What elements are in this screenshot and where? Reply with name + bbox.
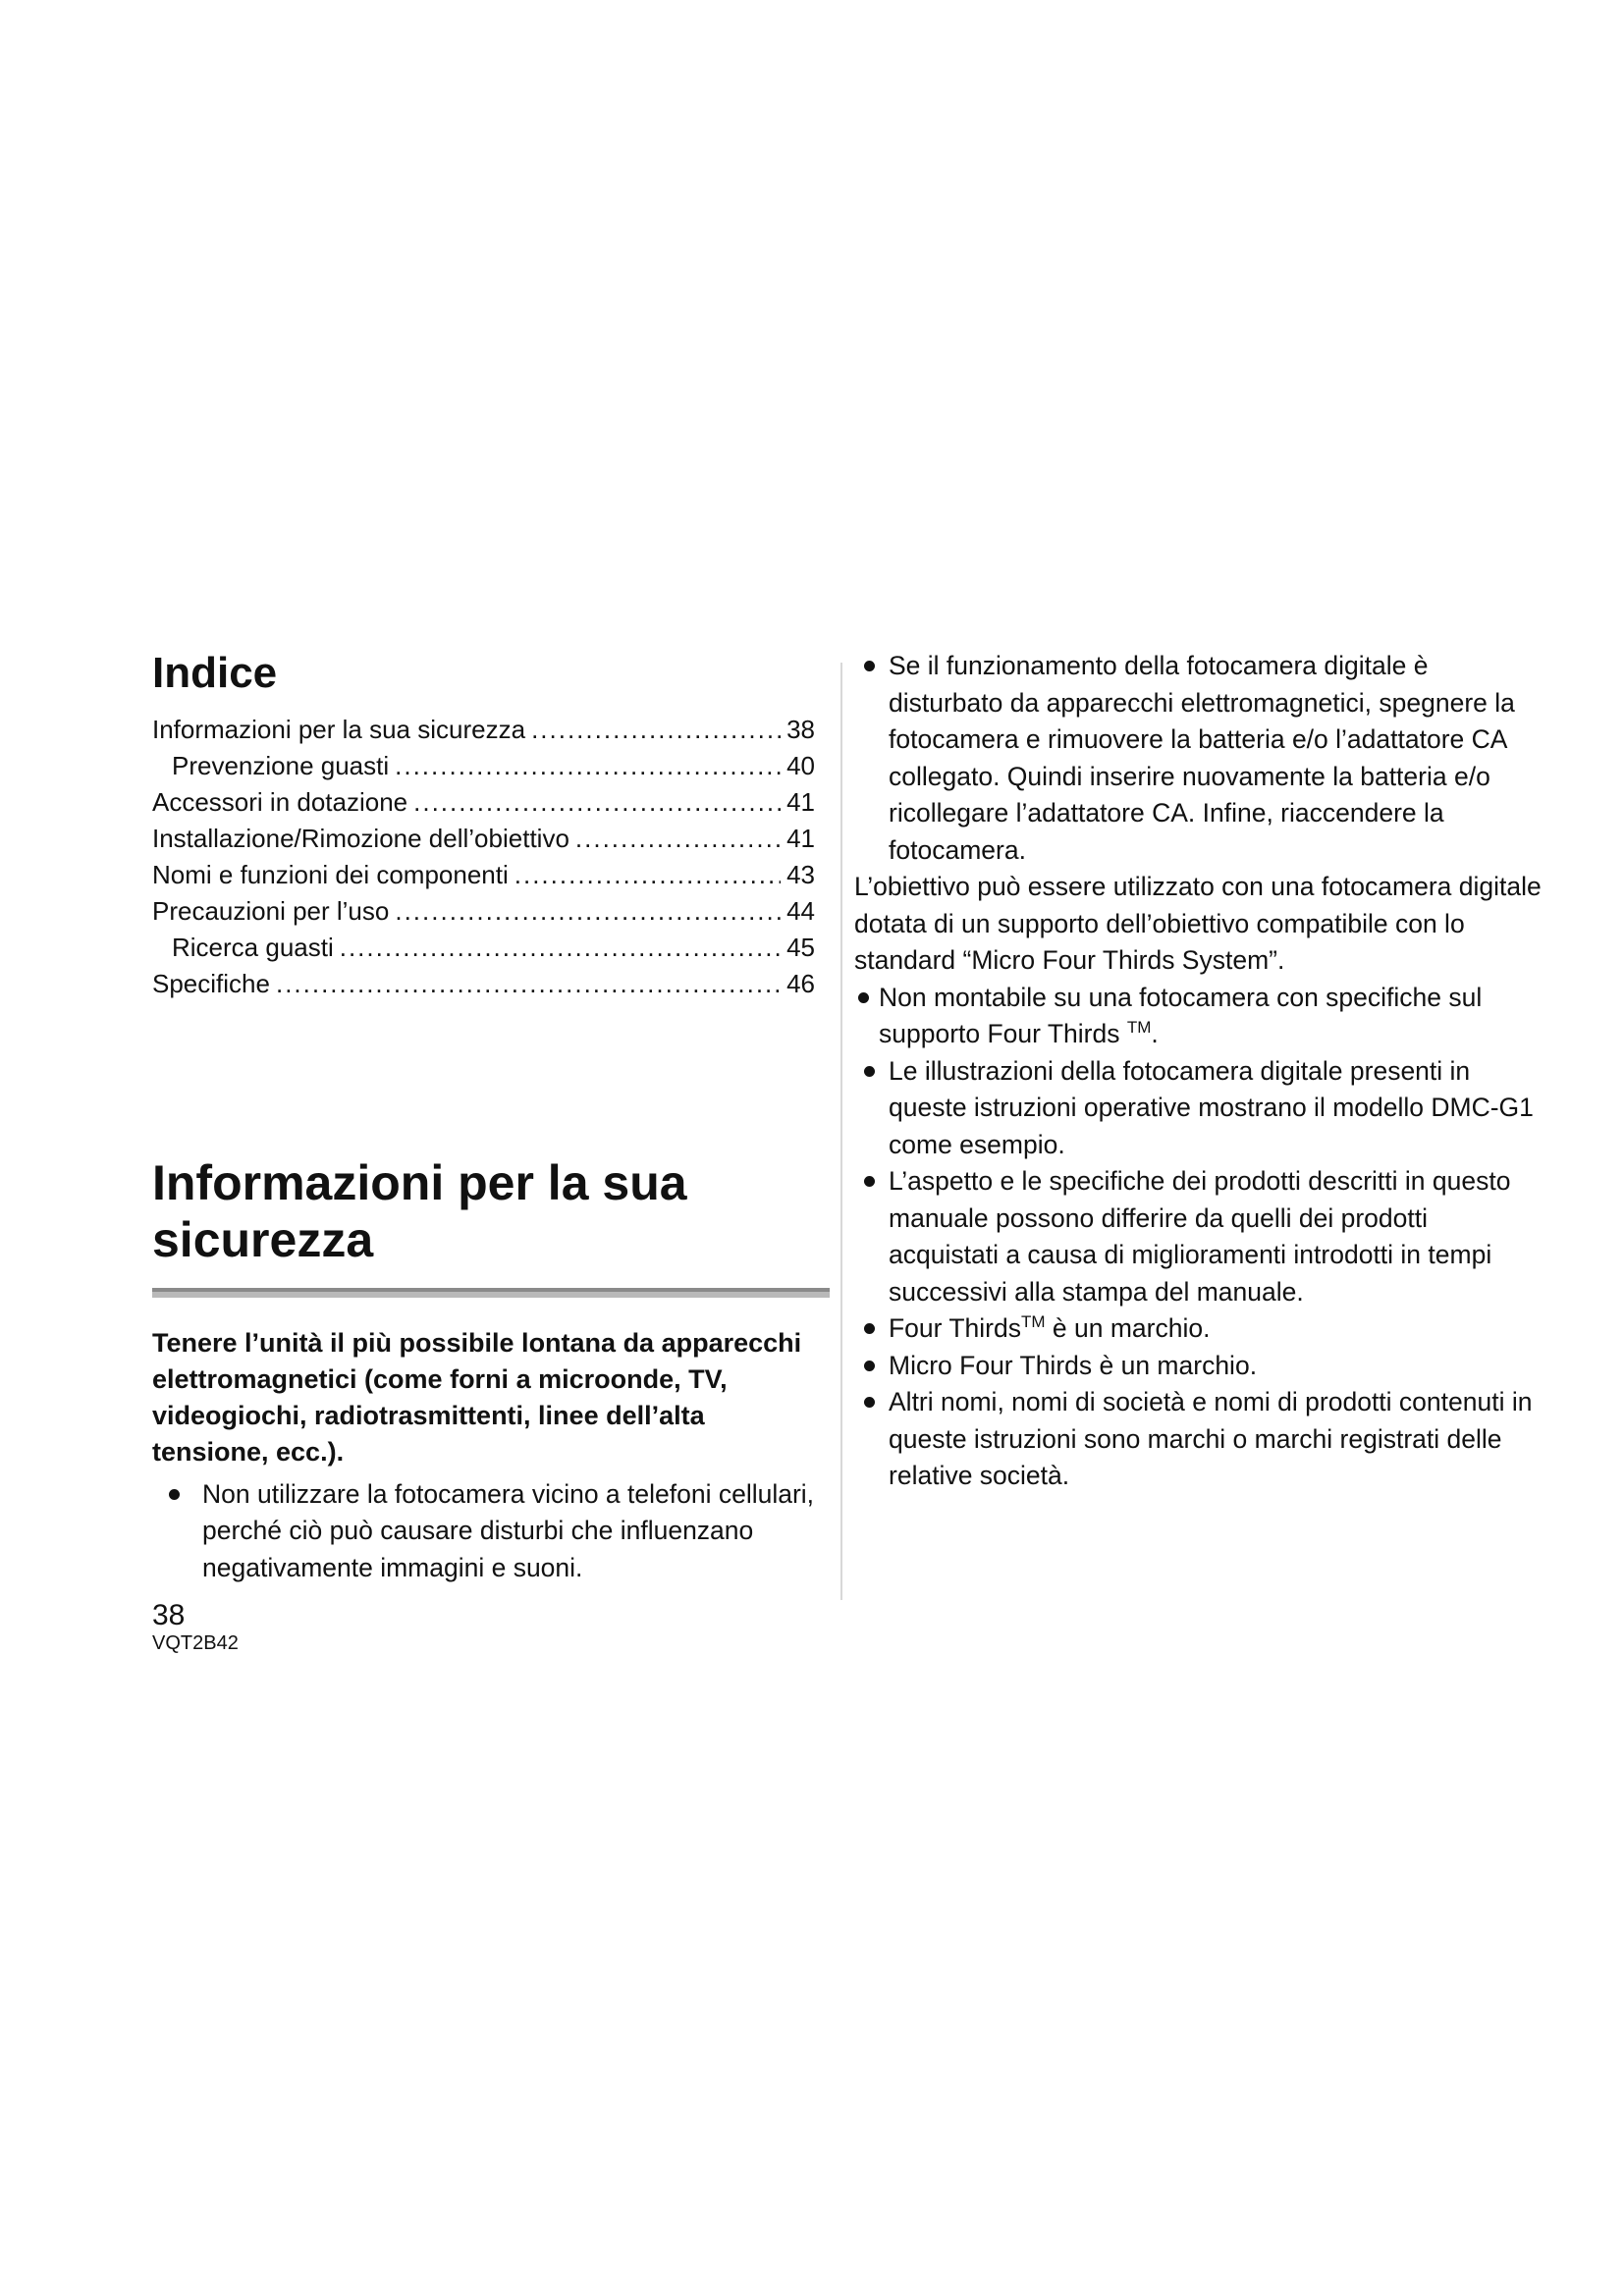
bullet-text: Four Thirds	[889, 1313, 1021, 1343]
toc-entry-label: Informazioni per la sua sicurezza	[152, 714, 526, 744]
left-bullet-list	[152, 1476, 830, 1587]
toc-entry[interactable]	[152, 748, 815, 784]
toc-entry-label: Nomi e funzioni dei componenti	[152, 859, 509, 889]
list-item	[854, 1310, 1542, 1348]
document-code: VQT2B42	[152, 1632, 239, 1654]
toc-entry-page: 44	[786, 895, 815, 926]
bullet-dot-icon	[864, 661, 875, 671]
list-item	[152, 1476, 830, 1587]
toc-entry[interactable]	[152, 966, 815, 1002]
page-number: 38	[152, 1599, 186, 1631]
right-column	[854, 648, 1542, 1495]
toc-entry-page: 45	[786, 932, 815, 962]
emi-warning-heading: Tenere l’unità il più possibile lontana da apparecchi elettromagnetici (come forni a microonde, TV, videogiochi, radiotrasmittenti, linee dell’alta tensione, ecc.).	[152, 1327, 802, 1467]
toc-title: Indice	[152, 649, 278, 697]
toc-leader-dots	[575, 821, 781, 857]
lens-compatibility-paragraph: L’obiettivo può essere utilizzato con una fotocamera digitale dotata di un supporto dell’obiettivo compatibile con lo standard “Micro Four Thirds System”.	[854, 872, 1542, 975]
list-item	[854, 1348, 1542, 1385]
list-item	[854, 1384, 1542, 1495]
right-bullet-list	[854, 980, 1542, 1495]
bullet-text: Se il funzionamento della fotocamera digitale è disturbato da apparecchi elettromagnetici, spegnere la fotocamera e rimuovere la batteria e/o l’adattatore CA collegato. Quindi inserire nuovamente la batteria e/o ricollegare l’adattatore CA. Infine, riaccendere la fotocamera.	[889, 651, 1515, 865]
toc-entry-label: Specifiche	[152, 968, 270, 998]
toc-list	[152, 712, 830, 1002]
toc-entry-label: Prevenzione guasti	[172, 750, 390, 780]
bullet-dot-icon	[864, 1361, 875, 1371]
toc-entry-label: Precauzioni per l’uso	[152, 895, 390, 926]
toc-entry[interactable]	[152, 821, 815, 857]
page-footer	[152, 1600, 239, 1655]
toc-entry-page: 41	[786, 786, 815, 817]
toc-leader-dots	[276, 966, 781, 1002]
bullet-dot-icon	[169, 1489, 180, 1500]
list-item	[854, 1053, 1542, 1164]
bullet-text: Le illustrazioni della fotocamera digitale presenti in queste istruzioni operative mostrano il modello DMC-G1 come esempio.	[889, 1055, 1534, 1159]
safety-section-title: Informazioni per la sua sicurezza	[152, 1154, 687, 1267]
bullet-text-suffix: è un marchio.	[1045, 1313, 1211, 1343]
toc-leader-dots	[340, 930, 781, 966]
toc-entry[interactable]	[152, 712, 815, 748]
bullet-dot-icon	[864, 1323, 875, 1334]
bullet-text: L’aspetto e le specifiche dei prodotti descritti in questo manuale possono differire da quelli dei prodotti acquistati a causa di miglioramenti introdotti in tempi successivi alla stampa del manuale.	[889, 1166, 1511, 1307]
list-item	[854, 1163, 1542, 1310]
toc-entry[interactable]	[152, 784, 815, 821]
bullet-dot-icon	[864, 1176, 875, 1187]
trademark-symbol: TM	[1021, 1312, 1046, 1332]
toc-entry[interactable]	[152, 893, 815, 930]
bullet-text: Non montabile su una fotocamera con specifiche sul supporto Four Thirds	[879, 982, 1483, 1048]
list-item	[854, 648, 1542, 869]
toc-entry-page: 40	[786, 750, 815, 780]
toc-leader-dots	[531, 712, 781, 748]
toc-entry[interactable]	[152, 857, 815, 893]
toc-entry-label: Accessori in dotazione	[152, 786, 408, 817]
list-item: Non montabile su una fotocamera con specifiche sul supporto Four Thirds ™.	[854, 980, 1542, 1053]
toc-leader-dots	[514, 857, 781, 893]
column-divider	[840, 663, 842, 1600]
bullet-dot-icon	[858, 992, 869, 1003]
toc-entry-label: Ricerca guasti	[172, 932, 334, 962]
toc-entry[interactable]	[152, 930, 815, 966]
toc-entry-label: Installazione/Rimozione dell’obiettivo	[152, 823, 569, 853]
toc-entry-page: 38	[786, 714, 815, 744]
toc-entry-page: 41	[786, 823, 815, 853]
bullet-text: Altri nomi, nomi di società e nomi di prodotti contenuti in queste istruzioni sono marchi o marchi registrati delle relative società.	[889, 1387, 1533, 1490]
bullet-dot-icon	[864, 1397, 875, 1408]
bullet-dot-icon	[864, 1066, 875, 1077]
toc-leader-dots	[395, 893, 781, 930]
toc-leader-dots	[413, 784, 781, 821]
toc-leader-dots	[395, 748, 781, 784]
bullet-text: Non utilizzare la fotocamera vicino a telefoni cellulari, perché ciò può causare disturbi che influenzano negativamente immagini e suoni.	[202, 1478, 815, 1582]
bullet-text: Micro Four Thirds è un marchio.	[889, 1350, 1258, 1380]
toc-entry-page: 43	[786, 859, 815, 889]
right-bullet-list-top	[854, 648, 1542, 869]
title-underline-rule	[152, 1288, 830, 1298]
toc-entry-page: 46	[786, 968, 815, 998]
trademark-symbol: TM	[1126, 1018, 1152, 1038]
left-column	[152, 648, 830, 1586]
